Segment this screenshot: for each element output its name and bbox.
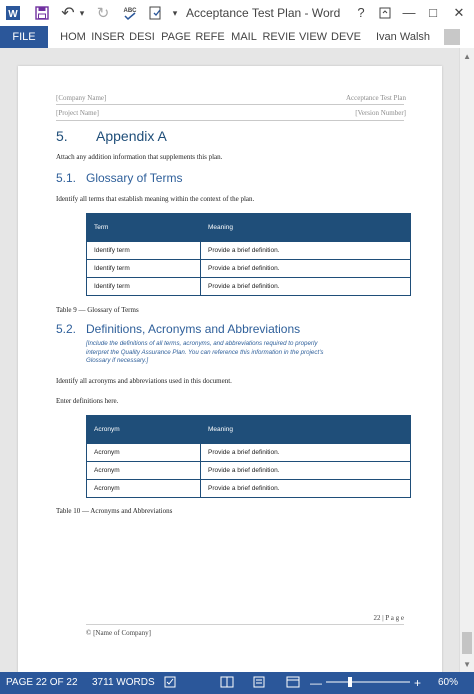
- word-count[interactable]: 3711 WORDS: [92, 677, 155, 688]
- tab-view[interactable]: VIEW: [298, 31, 328, 43]
- scroll-up-icon[interactable]: ▲: [463, 52, 471, 61]
- table-cell[interactable]: Provide a brief definition.: [201, 462, 411, 480]
- table-row[interactable]: [87, 242, 411, 260]
- table-row[interactable]: [87, 260, 411, 278]
- table-cell[interactable]: Acronym: [87, 444, 201, 462]
- scrollbar-thumb[interactable]: [462, 632, 472, 654]
- header-divider: [56, 104, 404, 105]
- instruction-note-line: interpret the Quality Assurance Plan. You can reference this information in the project's: [86, 348, 324, 356]
- footer-company: © [Name of Company]: [86, 629, 151, 637]
- subheading-number: 5.2.: [56, 322, 77, 336]
- header-company: [Company Name]: [56, 94, 107, 102]
- header-version: [Version Number]: [355, 109, 406, 117]
- tab-review[interactable]: REVIE: [262, 31, 296, 43]
- document-canvas[interactable]: [0, 48, 474, 672]
- header-project: [Project Name]: [56, 109, 99, 117]
- spelling-icon[interactable]: [120, 4, 140, 22]
- read-mode-icon[interactable]: [220, 672, 234, 694]
- table-cell[interactable]: Provide a brief definition.: [201, 260, 411, 278]
- close-icon[interactable]: ✕: [453, 5, 465, 20]
- avatar[interactable]: [444, 29, 460, 45]
- table-header-row: [87, 214, 411, 242]
- redo-icon[interactable]: ↻: [96, 5, 110, 22]
- column-header: Meaning: [201, 214, 411, 242]
- maximize-icon[interactable]: □: [429, 5, 437, 20]
- heading-number: 5.: [56, 128, 68, 144]
- tab-design[interactable]: DESI: [129, 31, 155, 43]
- scroll-down-icon[interactable]: ▼: [463, 660, 471, 669]
- proofing-icon[interactable]: [164, 672, 178, 694]
- table-row[interactable]: [87, 480, 411, 498]
- table-row[interactable]: [87, 444, 411, 462]
- body-text: Identify all terms that establish meaning within the context of the plan.: [56, 195, 255, 203]
- undo-icon[interactable]: ↶: [61, 5, 75, 22]
- tab-references[interactable]: REFE: [195, 31, 225, 43]
- print-layout-icon[interactable]: [252, 672, 266, 694]
- header-title: Acceptance Test Plan: [345, 94, 406, 102]
- instruction-note-line: Glossary if necessary.]: [86, 357, 149, 365]
- table-cell[interactable]: Acronym: [87, 462, 201, 480]
- subheading-number: 5.1.: [56, 171, 77, 185]
- table-cell[interactable]: Provide a brief definition.: [201, 480, 411, 498]
- tab-page-layout[interactable]: PAGE: [161, 31, 191, 43]
- instruction-note: [86, 340, 386, 366]
- zoom-slider[interactable]: [326, 672, 410, 694]
- instruction-note-line: [Include the definitions of all terms, acronyms, and abbreviations required to properly: [86, 340, 318, 347]
- svg-text:ABC: ABC: [123, 8, 137, 14]
- zoom-out-icon[interactable]: —: [310, 676, 322, 690]
- table-row[interactable]: [87, 462, 411, 480]
- table-cell[interactable]: Provide a brief definition.: [201, 278, 411, 296]
- table-cell[interactable]: Identify term: [87, 260, 201, 278]
- page-count[interactable]: PAGE 22 OF 22: [6, 677, 78, 688]
- header-divider: [56, 120, 404, 121]
- body-text: Enter definitions here.: [56, 397, 119, 405]
- svg-text:W: W: [8, 9, 18, 20]
- table-cell[interactable]: Identify term: [87, 242, 201, 260]
- help-icon[interactable]: ?: [357, 5, 365, 20]
- body-text: Attach any addition information that supplements this plan.: [56, 153, 223, 161]
- zoom-level[interactable]: 60%: [438, 677, 459, 688]
- status-bar: [0, 672, 474, 694]
- zoom-in-icon[interactable]: +: [414, 676, 422, 690]
- new-document-icon[interactable]: [146, 4, 164, 22]
- word-app-icon[interactable]: [4, 4, 22, 22]
- table-cell[interactable]: Provide a brief definition.: [201, 444, 411, 462]
- subheading-title: Definitions, Acronyms and Abbreviations: [86, 322, 301, 336]
- document-page[interactable]: [18, 66, 442, 672]
- minimize-icon[interactable]: —: [402, 5, 416, 20]
- user-name[interactable]: Ivan Walsh: [376, 31, 431, 43]
- column-header: Acronym: [87, 416, 201, 444]
- page-number: 22 | P a g e: [373, 614, 404, 622]
- table-caption: Table 10 — Acronyms and Abbreviations: [56, 507, 173, 515]
- table-cell[interactable]: Provide a brief definition.: [201, 242, 411, 260]
- web-layout-icon[interactable]: [286, 672, 300, 694]
- table-row[interactable]: [87, 278, 411, 296]
- tab-insert[interactable]: INSER: [91, 31, 125, 43]
- tab-mailings[interactable]: MAIL: [231, 31, 257, 43]
- tab-home[interactable]: HOM: [60, 31, 86, 43]
- tab-file[interactable]: FILE: [0, 26, 48, 48]
- table-header-row: [87, 416, 411, 444]
- table-cell[interactable]: Acronym: [87, 480, 201, 498]
- footer-divider: [86, 624, 404, 625]
- vertical-scrollbar[interactable]: [459, 48, 474, 672]
- column-header: Meaning: [201, 416, 411, 444]
- table-caption: Table 9 — Glossary of Terms: [56, 306, 139, 314]
- save-icon[interactable]: [32, 4, 52, 22]
- customize-qat-icon[interactable]: ▾: [172, 7, 178, 18]
- body-text: Identify all acronyms and abbreviations used in this document.: [56, 377, 232, 385]
- window-title: Acceptance Test Plan - Word: [186, 6, 341, 20]
- tab-developer[interactable]: DEVE: [331, 31, 361, 43]
- column-header: Term: [87, 214, 201, 242]
- title-bar: [0, 0, 474, 27]
- undo-dropdown-icon[interactable]: ▾: [79, 7, 85, 18]
- ribbon-tab-bar: [0, 26, 474, 49]
- page-title: Appendix A: [96, 128, 167, 144]
- subheading-title: Glossary of Terms: [86, 171, 183, 185]
- glossary-table[interactable]: [86, 213, 411, 296]
- table-cell[interactable]: Identify term: [87, 278, 201, 296]
- acronyms-table[interactable]: [86, 415, 411, 498]
- ribbon-display-icon[interactable]: [374, 3, 396, 23]
